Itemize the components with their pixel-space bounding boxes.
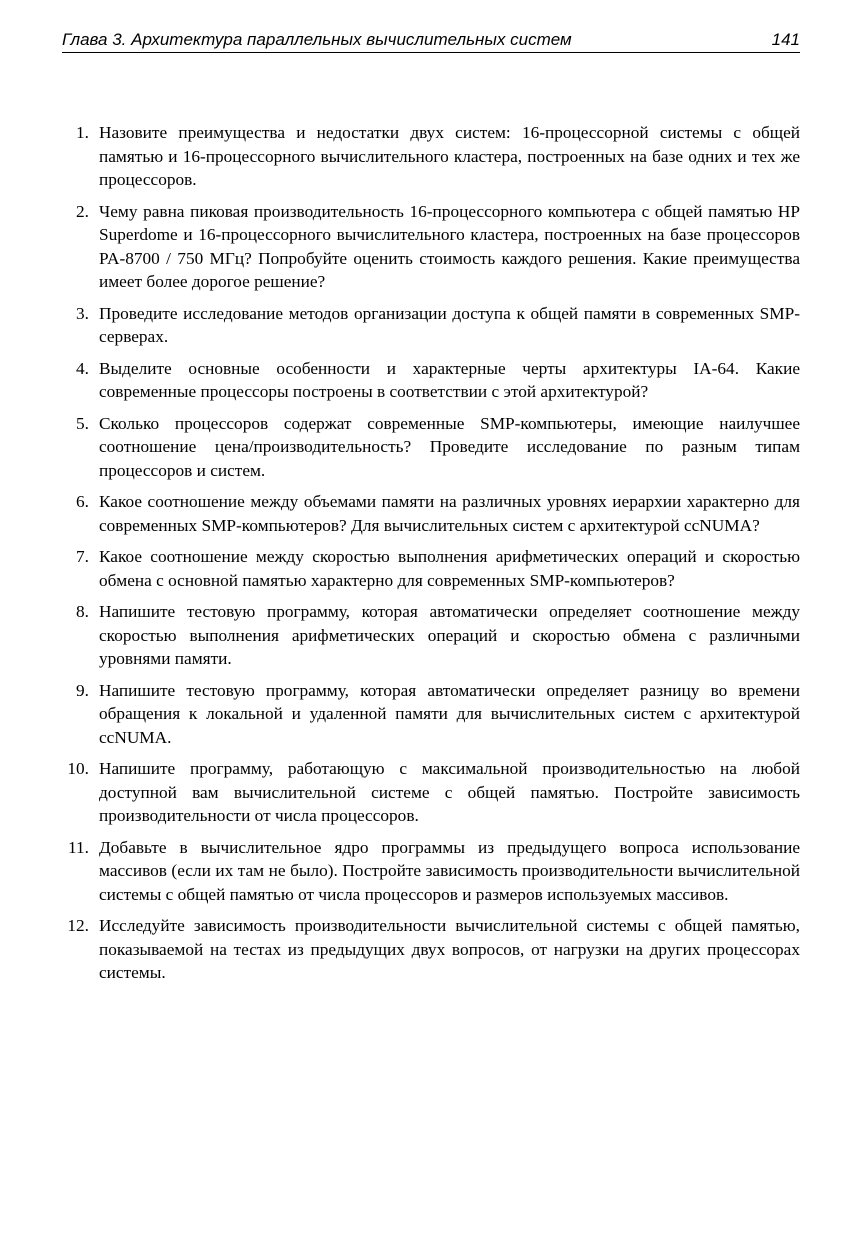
question-item	[62, 679, 800, 750]
chapter-title: Глава 3. Архитектура параллельных вычислительных систем	[62, 30, 572, 49]
question-item	[62, 121, 800, 192]
question-number: 9.	[76, 680, 89, 700]
page-number: 141	[771, 30, 800, 49]
question-number: 4.	[76, 358, 89, 378]
question-item	[62, 490, 800, 537]
question-list	[62, 121, 800, 993]
question-text: Исследуйте зависимость производительности вычислительной системы с общей памятью, показываемой на тестах из предыдущих двух вопросов, от нагрузки на других процессорах системы.	[99, 916, 800, 982]
question-text: Чему равна пиковая производительность 16-процессорного компьютера с общей памятью HP Superdome и 16-процессорного вычислительного кластера, построенных на базе процессоров PA-8700 / 750 МГц? Попробуйте оценить стоимость каждого решения. Какие преимущества имеет более дорогое решение?	[99, 201, 800, 291]
question-number: 8.	[76, 602, 89, 621]
question-number: 11.	[68, 837, 89, 857]
question-item	[62, 914, 800, 985]
question-number: 3.	[76, 303, 89, 323]
question-item	[62, 200, 800, 294]
question-item	[62, 412, 800, 483]
question-number: 2.	[76, 201, 89, 221]
question-number: 1.	[76, 123, 89, 142]
running-header	[62, 30, 800, 53]
question-number: 6.	[76, 492, 89, 511]
question-item	[62, 302, 800, 349]
question-text: Сколько процессоров содержат современные SMP-компьютеры, имеющие наилучшее соотношение цена/производительность? Проведите исследование по разным типам процессоров и систем.	[99, 413, 800, 480]
question-number: 10.	[67, 759, 89, 778]
question-number: 5.	[76, 413, 89, 433]
question-item	[62, 757, 800, 828]
question-text: Напишите тестовую программу, которая автоматически определяет разницу во времени обращения к локальной и удаленной памяти для вычислительных систем с архитектурой ccNUMA.	[99, 680, 800, 747]
question-text: Добавьте в вычислительное ядро программы из предыдущего вопроса использование массивов (если их там не было). Постройте зависимость производительности вычислительной системы с общей памятью от числа процессоров и размеров используемых массивов.	[99, 837, 800, 904]
question-item	[62, 545, 800, 592]
question-text: Какое соотношение между скоростью выполнения арифметических операций и скоростью обмена с основной памятью характерно для современных SMP-компьютеров?	[99, 547, 800, 590]
question-number: 12.	[67, 916, 89, 935]
question-text: Назовите преимущества и недостатки двух систем: 16-процессорной системы с общей памятью и 16-процессорного вычислительного кластера, построенных на базе одних и тех же процессоров.	[99, 123, 800, 189]
question-text: Выделите основные особенности и характерные черты архитектуры IA-64. Какие современные процессоры построены в соответствии с этой архитектурой?	[99, 358, 800, 401]
question-item	[62, 357, 800, 404]
question-number: 7.	[76, 547, 89, 566]
question-text: Проведите исследование методов организации доступа к общей памяти в современных SMP-серверах.	[99, 303, 800, 346]
question-text: Напишите тестовую программу, которая автоматически определяет соотношение между скоростью выполнения арифметических операций и скоростью обмена с различными уровнями памяти.	[99, 602, 800, 668]
question-item	[62, 836, 800, 907]
question-text: Напишите программу, работающую с максимальной производительностью на любой доступной вам вычислительной системе с общей памятью. Постройте зависимость производительности от числа процессоров.	[99, 759, 800, 825]
question-item	[62, 600, 800, 671]
question-text: Какое соотношение между объемами памяти на различных уровнях иерархии характерно для современных SMP-компьютеров? Для вычислительных систем с архитектурой ccNUMA?	[99, 492, 800, 535]
